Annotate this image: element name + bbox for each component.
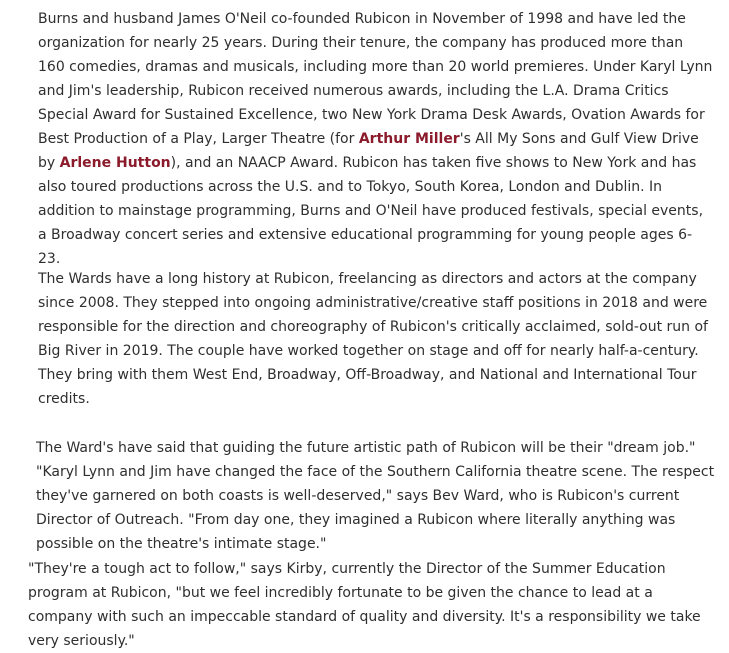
arthur-miller-link[interactable]: Arthur Miller (358, 131, 460, 147)
article-paragraph-quote: "They're a tough act to follow," says Kirby, currently the Director of the Summer Education program at Rubicon, "but we feel incredibly fortunate to be given the chance to lead at a company with such an impeccable standard of quality and diversity. It's a responsibility we take very seriously." (28, 561, 701, 649)
article-paragraph-founders (38, 7, 713, 271)
paragraph-text: ), and an NAACP Award. Rubicon has taken five shows to New York and has also toured productions across the U.S. and to Tokyo, South Korea, London and Dublin. In addition to mainstage programming, Burns and O'Neil have produced festivals, special events, a Broadway concert series and extensive educational programming for young people ages 6-23. (38, 155, 704, 267)
arlene-hutton-link[interactable]: Arlene Hutton (59, 155, 171, 171)
article-paragraph-wards-history: The Wards have a long history at Rubicon, freelancing as directors and actors at the company since 2008. They stepped into ongoing administrative/creative staff positions in 2018 and were responsible for the direction and choreography of Rubicon's critically acclaimed, sold-out run of Big River in 2019. The couple have worked together on stage and off for nearly half-a-century. They bring with them West End, Broadway, Off-Broadway, and National and International Tour credits. (38, 271, 708, 407)
article-paragraph-dream-job: The Ward's have said that guiding the future artistic path of Rubicon will be their "dream job." "Karyl Lynn and Jim have changed the face of the Southern California theatre scene. The respect they've garnered on both coasts is well-deserved," says Bev Ward, who is Rubicon's current Director of Outreach. "From day one, they imagined a Rubicon where literally anything was possible on the theatre's intimate stage." (36, 440, 715, 552)
paragraph-text: 's All My Sons and Gulf View Drive by (38, 131, 699, 171)
paragraph-text: Burns and husband James O'Neil co-founded Rubicon in November of 1998 and have led the organization for nearly 25 years. During their tenure, the company has produced more than 160 comedies, dramas and musicals, including more than 20 world premieres. Under Karyl Lynn and Jim's leadership, Rubicon received numerous awards, including the L.A. Drama Critics Special Award for Sustained Excellence, two New York Drama Desk Awards, Ovation Awards for Best Production of a Play, Larger Theatre (for (38, 11, 713, 147)
